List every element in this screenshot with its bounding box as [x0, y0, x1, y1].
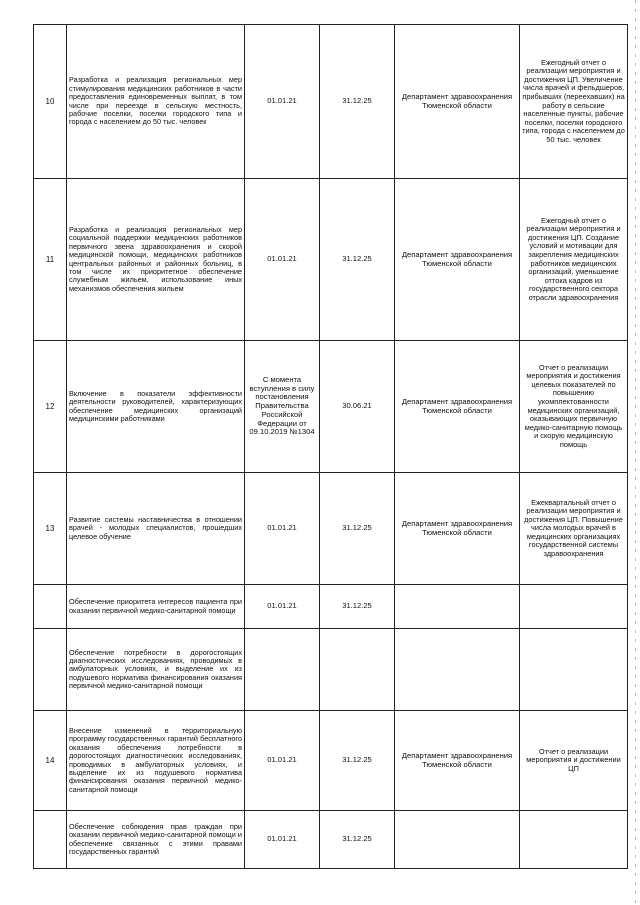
- start-date: С момента вступления в силу постановления Правительства Российской Федерации от 09.10.2019 №1304: [245, 341, 320, 473]
- end-date: 31.12.25: [320, 711, 395, 811]
- measure-description: Внесение изменений в территориальную программу государственных гарантий бесплатного оказания обеспечения потребности в дорогостоящих диагностических исследованиях, проводимых в амбулаторных условиях, и выделение их из подушевого норматива финансирования оказания первичной медико-санитарной помощи: [67, 711, 245, 811]
- expected-result: Ежеквартальный отчет о реализации мероприятия и достижения ЦП. Повышение числа молодых врачей в медицинских организациях государственной системы здравоохранения: [520, 473, 628, 585]
- row-number: [34, 629, 67, 711]
- row-number: 10: [34, 25, 67, 179]
- expected-result: Ежегодный отчет о реализации мероприятия и достижения ЦП. Увеличение числа врачей и фельдшеров, прибывших (переехавших) на работу в сельские населенные пункты, рабочие поселки, поселки городского типа, города с населением до 50 тыс. человек: [520, 25, 628, 179]
- start-date: 01.01.21: [245, 25, 320, 179]
- row-number: [34, 811, 67, 869]
- start-date: 01.01.21: [245, 179, 320, 341]
- start-date: 01.01.21: [245, 585, 320, 629]
- executor: Департамент здравоохранения Тюменской области: [395, 25, 520, 179]
- measure-description: Разработка и реализация региональных мер стимулирования медицинских работников в части предоставления единовременных выплат, в том числе при переезде в сельскую местность, рабочие поселки, поселки городского типа и города с населением до 50 тыс. человек: [67, 25, 245, 179]
- measure-description: Обеспечение приоритета интересов пациента при оказании первичной медико-санитарной помощи: [67, 585, 245, 629]
- table-row: [34, 629, 628, 711]
- expected-result: Ежегодный отчет о реализации мероприятия и достижения ЦП. Создание условий и мотивации для закрепления медицинских работников медицинских организаций, уменьшение оттока кадров из государственного сектора отрасли здравоохранения: [520, 179, 628, 341]
- end-date: 31.12.25: [320, 25, 395, 179]
- expected-result: [520, 585, 628, 629]
- executor: Департамент здравоохранения Тюменской области: [395, 711, 520, 811]
- scan-edge-line: [635, 0, 636, 905]
- table-row: [34, 473, 628, 585]
- end-date: 31.12.25: [320, 473, 395, 585]
- start-date: 01.01.21: [245, 473, 320, 585]
- executor: Департамент здравоохранения Тюменской области: [395, 179, 520, 341]
- executor: Департамент здравоохранения Тюменской области: [395, 341, 520, 473]
- executor: Департамент здравоохранения Тюменской области: [395, 473, 520, 585]
- measure-description: Развитие системы наставничества в отношении врачей - молодых специалистов, прошедших целевое обучение: [67, 473, 245, 585]
- table-row: [34, 711, 628, 811]
- end-date: 31.12.25: [320, 179, 395, 341]
- expected-result: [520, 629, 628, 711]
- row-number: 12: [34, 341, 67, 473]
- measure-description: Обеспечение соблюдения прав граждан при оказании первичной медико-санитарной помощи и обеспечение связанных с этими правами государственных гарантий: [67, 811, 245, 869]
- end-date: 31.12.25: [320, 811, 395, 869]
- row-number: 14: [34, 711, 67, 811]
- table-row: [34, 811, 628, 869]
- start-date: 01.01.21: [245, 711, 320, 811]
- measure-description: Обеспечение потребности в дорогостоящих диагностических исследованиях, проводимых в амбулаторных условиях, и выделение их из подушевого норматива финансирования оказания первичной медико-санитарной помощи: [67, 629, 245, 711]
- row-number: [34, 585, 67, 629]
- start-date: 01.01.21: [245, 811, 320, 869]
- executor: [395, 811, 520, 869]
- table-row: [34, 585, 628, 629]
- end-date: 31.12.25: [320, 585, 395, 629]
- measure-description: Разработка и реализация региональных мер социальной поддержки медицинских работников первичного звена здравоохранения и скорой медицинской помощи, медицинских работников центральных районных и районных больниц, в том числе их приоритетное обеспечение служебным жильем, использование иных механизмов обеспечения жильем: [67, 179, 245, 341]
- table-row: [34, 25, 628, 179]
- executor: [395, 629, 520, 711]
- expected-result: Отчет о реализации мероприятия и достижения целевых показателей по повышению укомплектованности медицинских организаций, оказывающих первичную медико-санитарную помощь и скорую медицинскую помощь: [520, 341, 628, 473]
- start-date: [245, 629, 320, 711]
- end-date: 30.06.21: [320, 341, 395, 473]
- table-row: [34, 341, 628, 473]
- row-number: 13: [34, 473, 67, 585]
- measure-description: Включение в показатели эффективности деятельности руководителей, характеризующих обеспечение медицинских организаций медицинскими работниками: [67, 341, 245, 473]
- end-date: [320, 629, 395, 711]
- expected-result: Отчет о реализации мероприятия и достижении ЦП: [520, 711, 628, 811]
- measures-table: [33, 24, 628, 869]
- row-number: 11: [34, 179, 67, 341]
- expected-result: [520, 811, 628, 869]
- executor: [395, 585, 520, 629]
- table-row: [34, 179, 628, 341]
